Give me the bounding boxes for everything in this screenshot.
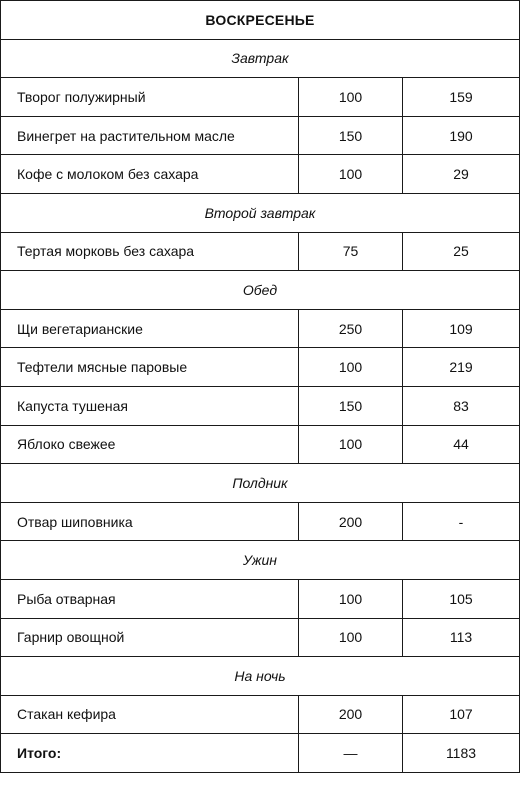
meal-header-row: [1, 271, 520, 310]
dish-kcal: 83: [403, 386, 520, 425]
dish-name: Стакан кефира: [1, 695, 299, 734]
dish-kcal: 44: [403, 425, 520, 464]
table-row: [1, 425, 520, 464]
dish-weight: 100: [299, 348, 403, 387]
dish-weight: 100: [299, 425, 403, 464]
table-row: [1, 695, 520, 734]
table-row: [1, 579, 520, 618]
total-row: [1, 734, 520, 773]
dish-weight: 200: [299, 695, 403, 734]
dish-name: Яблоко свежее: [1, 425, 299, 464]
dish-kcal: 190: [403, 116, 520, 155]
dish-weight: 100: [299, 618, 403, 657]
dish-kcal: -: [403, 502, 520, 541]
dish-kcal: 105: [403, 579, 520, 618]
dish-weight: 100: [299, 155, 403, 194]
table-row: [1, 116, 520, 155]
table-row: [1, 348, 520, 387]
dish-name: Рыба отварная: [1, 579, 299, 618]
table-row: [1, 155, 520, 194]
table-row: [1, 309, 520, 348]
dish-name: Отвар шиповника: [1, 502, 299, 541]
meal-header-row: [1, 541, 520, 580]
dish-weight: 100: [299, 579, 403, 618]
dish-kcal: 29: [403, 155, 520, 194]
meal-header-row: [1, 193, 520, 232]
dish-kcal: 219: [403, 348, 520, 387]
dish-weight: 250: [299, 309, 403, 348]
meal-title-lunch: Обед: [1, 271, 520, 310]
dish-name: Кофе с молоком без сахара: [1, 155, 299, 194]
dish-kcal: 113: [403, 618, 520, 657]
meal-title-night: На ночь: [1, 657, 520, 696]
table-row: [1, 232, 520, 271]
table-row: [1, 502, 520, 541]
dish-kcal: 159: [403, 78, 520, 117]
meal-title-dinner: Ужин: [1, 541, 520, 580]
menu-body: [1, 1, 520, 773]
meal-title-breakfast: Завтрак: [1, 39, 520, 78]
table-row: [1, 618, 520, 657]
dish-weight: 150: [299, 116, 403, 155]
meal-header-row: [1, 657, 520, 696]
dish-weight: 75: [299, 232, 403, 271]
day-title-row: [1, 1, 520, 40]
dish-name: Творог полужирный: [1, 78, 299, 117]
dish-name: Тефтели мясные паровые: [1, 348, 299, 387]
table-row: [1, 78, 520, 117]
table-row: [1, 386, 520, 425]
total-label: Итого:: [1, 734, 299, 773]
day-title: ВОСКРЕСЕНЬЕ: [1, 1, 520, 40]
dish-kcal: 25: [403, 232, 520, 271]
dish-name: Щи вегетарианские: [1, 309, 299, 348]
dish-weight: 200: [299, 502, 403, 541]
meal-title-afternoon-snack: Полдник: [1, 464, 520, 503]
total-weight: —: [299, 734, 403, 773]
dish-name: Гарнир овощной: [1, 618, 299, 657]
meal-header-row: [1, 39, 520, 78]
dish-name: Капуста тушеная: [1, 386, 299, 425]
dish-weight: 150: [299, 386, 403, 425]
dish-name: Тертая морковь без сахара: [1, 232, 299, 271]
total-kcal: 1183: [403, 734, 520, 773]
meal-title-second-breakfast: Второй завтрак: [1, 193, 520, 232]
dish-weight: 100: [299, 78, 403, 117]
dish-kcal: 109: [403, 309, 520, 348]
meal-header-row: [1, 464, 520, 503]
dish-kcal: 107: [403, 695, 520, 734]
dish-name: Винегрет на растительном масле: [1, 116, 299, 155]
